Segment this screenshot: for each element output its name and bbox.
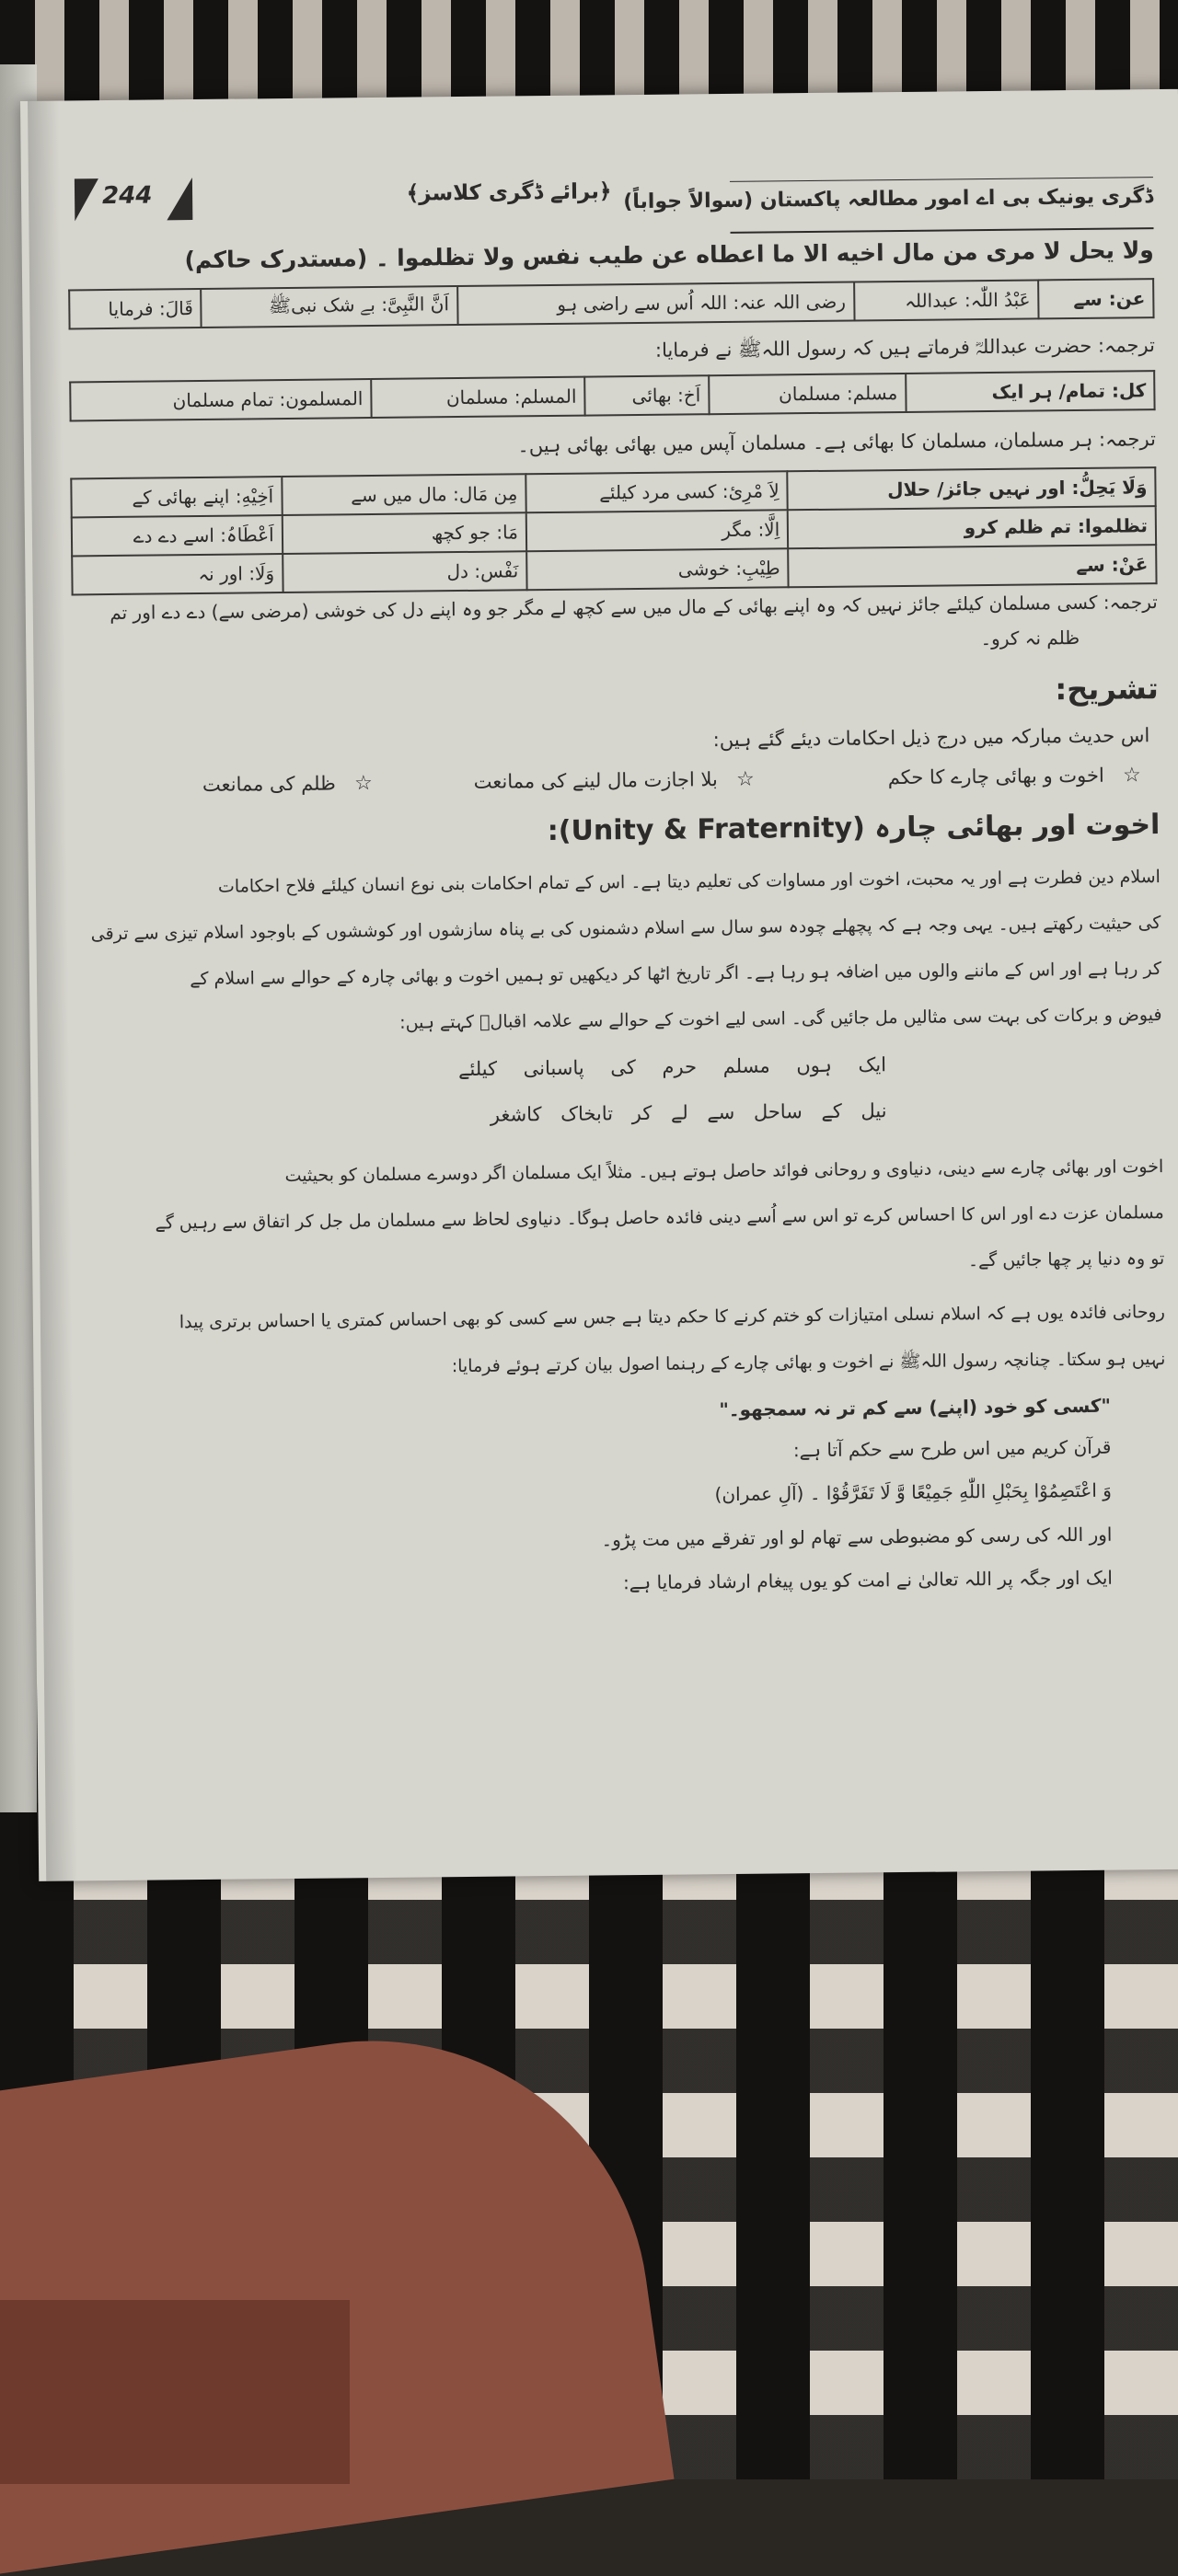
bullet-star: ☆ [353,772,373,796]
table-cell: عَنْ: سے [788,545,1156,587]
table-row [69,279,1153,328]
bullet-3: ظلم کی ممانعت [202,772,336,796]
table-cell: مِن مَال: مال میں سے [282,474,526,515]
table-cell: عن: سے [1038,279,1153,318]
page-number: 244 [101,181,153,211]
page-number-left-triangle [75,178,98,221]
table-cell: اِلَّا: مگر [526,510,789,551]
table-cell: رضی اللہ عنہ: اللہ اُس سے راضی ہو [457,282,854,326]
table-cell: قَالَ: فرمایا [69,289,202,328]
table-cell: اَعْطَاہُ: اسے دے دے [72,515,283,556]
para-1-line-4: فیوض و برکات کی بہت سی مثالیں مل جائیں گی۔ اسی لیے اخوت کے حوالے سے علامہ اقبالؒ کہتے ہیں: [399,1005,1162,1033]
quran-verse: وَ اعْتَصِمُوْا بِحَبْلِ اللّٰهِ جَمِیْعًا وَّ لَا تَفَرَّقُوْا ۔ (آلِ عمران) [714,1478,1112,1506]
table-cell: عَبْدُ اللّٰہ: عبداللہ [854,280,1039,320]
table-cell: طِیْبِ: خوشی [526,548,789,590]
table-cell: اَخ: بھائی [584,375,709,415]
para-2-line-1: اخوت اور بھائی چارے سے دینی، دنیاوی و روحانی فوائد حاصل ہوتے ہیں۔ مثلاً ایک مسلمان اگر دوسرے مسلمان کو بحیثیت [284,1156,1164,1187]
para-1-line-3: کر رہا ہے اور اس کے ماننے والوں میں اضافہ ہو رہا ہے۔ اگر تاریخ اٹھا کر دیکھیں تو ہمیں اخوت و بھائی چارہ کے حوالے سے اسلام کے [190,959,1162,990]
para-1-line-1: اسلام دین فطرت ہے اور یہ محبت، اخوت اور مساوات کی تعلیم دیتا ہے۔ اس کے تمام احکامات بنی نوع انسان کیلئے فلاح احکامات [217,867,1161,897]
para-2-line-2: مسلمان عزت دے اور اس کا احساس کرے تو اس سے اُسے دینی فائدہ حاصل ہوگا۔ دنیاوی لحاظ سے مسلمان مل جل کر اتفاق سے رہیں گے [155,1202,1164,1234]
para-1-line-2: کی حیثیت رکھتے ہیں۔ یہی وجہ ہے کہ پچھلے چودہ سو سال سے اسلام دشمنوں کی بے پناہ سازشوں اور کوششوں کے باوجود اسلام تیزی سے ترقی [90,913,1161,945]
book-page [20,89,1178,1881]
bullet-star: ☆ [1122,764,1141,788]
word-table-3 [70,466,1157,595]
page-number-badge [75,178,176,221]
table-cell: لِاَ مْرِئ: کسی مرد کیلئے [525,471,788,512]
bullet-star: ☆ [735,767,755,791]
table-cell: مسلم: مسلمان [709,374,906,414]
table-cell: المسلم: مسلمان [371,377,585,418]
quran-intro: قرآن کریم میں اس طرح سے حکم آتا ہے: [792,1435,1112,1462]
page-number-right-triangle [167,178,192,220]
header-center-title: ﴿برائے ڈگری کلاسز﴾ [406,179,612,206]
table-cell: اَخِیْهِ: اپنے بھائی کے [71,477,282,517]
header-rule-bottom [731,227,1154,234]
bullet-1: اخوت و بھائی چارے کا حکم [887,764,1104,789]
table-cell: اَنَّ النَّبِیَّ: بے شک نبیﷺ [202,286,458,328]
table-cell: تظلموا: تم ظلم کرو [788,506,1156,548]
bullet-2: بلا اجازت مال لینے کی ممانعت [473,768,718,793]
table-cell: نَفْس: دل [283,551,527,592]
table-cell: وَلَا یَحِلُّ: اور نہیں جائز/ حلال [788,467,1156,510]
hand-shadow [0,2300,350,2484]
translation-3-line-2: ظلم نہ کرو۔ [980,626,1080,650]
translation-1: ترجمہ: حضرت عبداللہؓ فرماتے ہیں کہ رسول اللہﷺ نے فرمایا: [654,334,1155,362]
poem-line-1: ایک ہوں مسلم حرم کی پاسبانی کیلئے [457,1053,887,1081]
header-right-title: ڈگری یونیک بی اے امور مطالعہ پاکستان (سوالاً جواباً) [623,185,1154,214]
para-2-line-3: تو وہ دنیا پر چھا جائیں گے۔ [967,1248,1165,1271]
table-cell: کل: تمام/ ہر ایک [906,371,1155,412]
translation-2: ترجمہ: ہر مسلمان، مسلمان کا بھائی ہے۔ مسلمان آپس میں بھائی بھائی ہیں۔ [517,428,1157,457]
quran-translation: اور اللہ کی رسی کو مضبوطی سے تھام لو اور تفرقے میں مت پڑو۔ [601,1523,1113,1551]
poem-line-2: نیل کے ساحل سے لے کر تابخاک کاشغر [490,1099,887,1126]
quote-line: "کسی کو خود (اپنے) سے کم تر نہ سمجھو۔" [719,1394,1112,1421]
word-table-1 [68,278,1154,329]
explanation-heading: تشریح: [1055,671,1159,707]
closing-line: ایک اور جگہ پر اللہ تعالیٰ نے امت کو یوں پیغام ارشاد فرمایا ہے: [622,1566,1113,1594]
table-cell: وَلَا: اور نہ [72,554,283,594]
para-3-line-1: روحانی فائدہ یوں ہے کہ اسلام نسلی امتیازات کو ختم کرنے کا حکم دیتا ہے جس سے کسی کو بھی احساس کمتری یا احساس برتری پیدا [179,1302,1165,1333]
table-row [70,371,1154,420]
table-cell: مَا: جو کچھ [282,512,526,554]
section-heading: اخوت اور بھائی چارہ (Unity & Fraternity): [547,809,1161,848]
hadith-arabic: ولا یحل لا مری من مال اخیه الا ما اعطاه عن طیب نفس ولا تظلموا ۔ (مستدرک حاکم) [184,236,1154,274]
para-3-line-2: نہیں ہو سکتا۔ چنانچہ رسول اللہﷺ نے اخوت و بھائی چارے کے رہنما اصول بیان کرتے ہوئے فرمایا: [451,1349,1166,1377]
word-table-2 [69,370,1155,421]
header-rule-top [730,177,1153,182]
table-cell: المسلمون: تمام مسلمان [70,379,371,420]
explanation-intro: اس حدیث مبارکہ میں درج ذیل احکامات دیئے گئے ہیں: [712,724,1150,752]
translation-3-line-1: ترجمہ: کسی مسلمان کیلئے جائز نہیں کہ وہ اپنے بھائی کے مال میں سے کچھ لے مگر جو وہ اپنے دل کی خوشی (مرضی سے) دے دے اور تم [110,591,1158,625]
